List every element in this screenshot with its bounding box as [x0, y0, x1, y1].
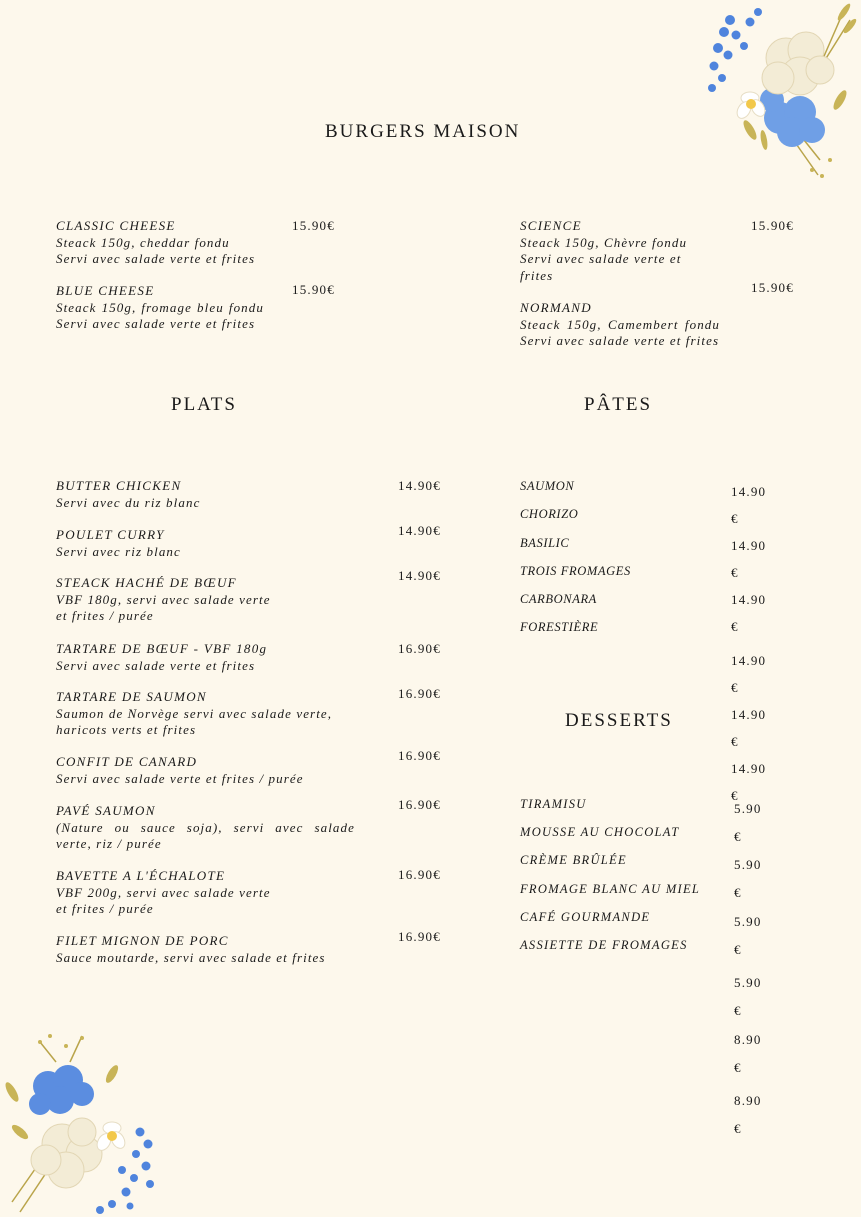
menu-item-burger: [56, 218, 266, 268]
list-item-pate: BASILIC: [520, 535, 570, 550]
item-description: VBF 200g, servi avec salade verte et frites / purée: [56, 884, 271, 916]
menu-item-burger: [520, 218, 698, 284]
list-item-dessert: CAFÉ GOURMANDE: [520, 909, 651, 924]
item-name: CLASSIC CHEESE: [56, 218, 176, 233]
price-amount: 5.90: [734, 975, 762, 990]
price-currency: €: [731, 734, 739, 749]
pates-list: [520, 478, 720, 648]
item-price: 16.90€: [398, 748, 441, 763]
item-description: Steack 150g, Camembert fondu Servi avec salade verte et frites: [520, 316, 720, 348]
item-name: PAVÉ SAUMON: [56, 803, 156, 818]
item-price: 14.90€: [398, 523, 441, 538]
item-price: 16.90€: [398, 797, 441, 812]
price-currency: €: [731, 511, 739, 526]
list-item-pate: CHORIZO: [520, 507, 579, 522]
item-description: Steack 150g, cheddar fondu Servi avec salade verte et frites: [56, 234, 256, 266]
section-title-pates: PÂTES: [584, 394, 653, 415]
item-price: 15.90€: [751, 280, 794, 295]
price-amount: 14.90: [731, 538, 767, 553]
pate-price: [731, 586, 766, 640]
menu-item-plat: [56, 754, 356, 787]
menu-item-plat: [56, 478, 356, 511]
floral-decoration-bottom-left: [0, 1032, 170, 1217]
menu-item-burger: [520, 300, 720, 350]
list-item-pate: FORESTIÈRE: [520, 620, 599, 635]
item-price: 16.90€: [398, 867, 441, 882]
pate-price: [731, 701, 766, 755]
price-currency: €: [734, 1060, 742, 1075]
item-name: TARTARE DE BŒUF - VBF 180g: [56, 641, 268, 656]
menu-item-plat: [56, 803, 355, 853]
dessert-price: [734, 908, 762, 964]
item-name: NORMAND: [520, 300, 592, 315]
item-description: Servi avec riz blanc: [56, 543, 181, 559]
price-amount: 14.90: [731, 707, 767, 722]
item-price: 15.90€: [292, 282, 335, 297]
pate-price: [731, 647, 766, 701]
menu-item-plat: [56, 575, 278, 625]
item-name: BLUE CHEESE: [56, 283, 155, 298]
section-title-burgers: BURGERS MAISON: [325, 121, 521, 142]
price-amount: 14.90: [731, 592, 767, 607]
section-title-plats: PLATS: [171, 394, 237, 415]
price-currency: €: [734, 1121, 742, 1136]
pate-price: [731, 532, 766, 586]
dessert-price: [734, 969, 762, 1025]
item-name: TARTARE DE SAUMON: [56, 689, 207, 704]
list-item-dessert: MOUSSE AU CHOCOLAT: [520, 825, 680, 840]
list-item-pate: TROIS FROMAGES: [520, 563, 631, 578]
list-item-dessert: TIRAMISU: [520, 797, 587, 811]
desserts-list: [520, 796, 730, 965]
section-title-desserts: DESSERTS: [565, 710, 673, 731]
item-name: SCIENCE: [520, 218, 582, 233]
item-description: Servi avec salade verte et frites / purée: [56, 770, 304, 786]
price-currency: €: [731, 680, 739, 695]
list-item-dessert: FROMAGE BLANC AU MIEL: [520, 881, 701, 896]
item-name: STEACK HACHÉ DE BŒUF: [56, 575, 237, 590]
price-currency: €: [731, 565, 739, 580]
menu-item-plat: [56, 689, 351, 739]
item-name: BAVETTE A L'ÉCHALOTE: [56, 868, 226, 883]
price-amount: 5.90: [734, 801, 762, 816]
item-description: (Nature ou sauce soja), servi avec salade verte, riz / purée: [56, 819, 355, 851]
item-name: POULET CURRY: [56, 527, 165, 542]
floral-decoration-top-right: [700, 0, 861, 185]
item-price: 16.90€: [398, 929, 441, 944]
price-currency: €: [734, 942, 742, 957]
menu-item-plat: [56, 527, 356, 560]
menu-item-plat: [56, 641, 356, 674]
price-currency: €: [731, 619, 739, 634]
item-price: 16.90€: [398, 641, 441, 656]
menu-item-burger: [56, 283, 264, 333]
item-name: FILET MIGNON DE PORC: [56, 933, 229, 948]
item-price: 15.90€: [751, 218, 794, 233]
item-description: Steack 150g, fromage bleu fondu Servi avec salade verte et frites: [56, 299, 264, 331]
item-description: Saumon de Norvège servi avec salade verte, haricots verts et frites: [56, 705, 333, 737]
item-description: VBF 180g, servi avec salade verte et frites / purée: [56, 591, 271, 623]
price-amount: 14.90: [731, 653, 767, 668]
menu-item-plat: [56, 933, 356, 966]
item-description: Steack 150g, Chèvre fondu Servi avec salade verte et frites: [520, 234, 688, 283]
item-description: Servi avec du riz blanc: [56, 494, 201, 510]
list-item-dessert: CRÈME BRÛLÉE: [520, 853, 627, 868]
price-currency: €: [731, 788, 739, 803]
item-price: 14.90€: [398, 478, 441, 493]
price-amount: 14.90: [731, 484, 767, 499]
price-amount: 14.90: [731, 761, 767, 776]
item-description: Servi avec salade verte et frites: [56, 657, 256, 673]
dessert-price: [734, 795, 762, 851]
pate-price: [731, 478, 766, 532]
price-amount: 5.90: [734, 857, 762, 872]
item-price: 14.90€: [398, 568, 441, 583]
list-item-pate: SAUMON: [520, 479, 575, 493]
dessert-price: [734, 1026, 762, 1082]
price-amount: 8.90: [734, 1093, 762, 1108]
item-description: Sauce moutarde, servi avec salade et frites: [56, 949, 326, 965]
item-price: 15.90€: [292, 218, 335, 233]
menu-item-plat: [56, 868, 281, 918]
price-currency: €: [734, 1003, 742, 1018]
list-item-pate: CARBONARA: [520, 592, 597, 607]
price-amount: 5.90: [734, 914, 762, 929]
item-name: CONFIT DE CANARD: [56, 754, 198, 769]
price-amount: 8.90: [734, 1032, 762, 1047]
price-currency: €: [734, 829, 742, 844]
dessert-price: [734, 1087, 762, 1143]
dessert-price: [734, 851, 762, 907]
item-name: BUTTER CHICKEN: [56, 478, 182, 493]
list-item-dessert: ASSIETTE DE FROMAGES: [520, 937, 688, 952]
price-currency: €: [734, 885, 742, 900]
item-price: 16.90€: [398, 686, 441, 701]
